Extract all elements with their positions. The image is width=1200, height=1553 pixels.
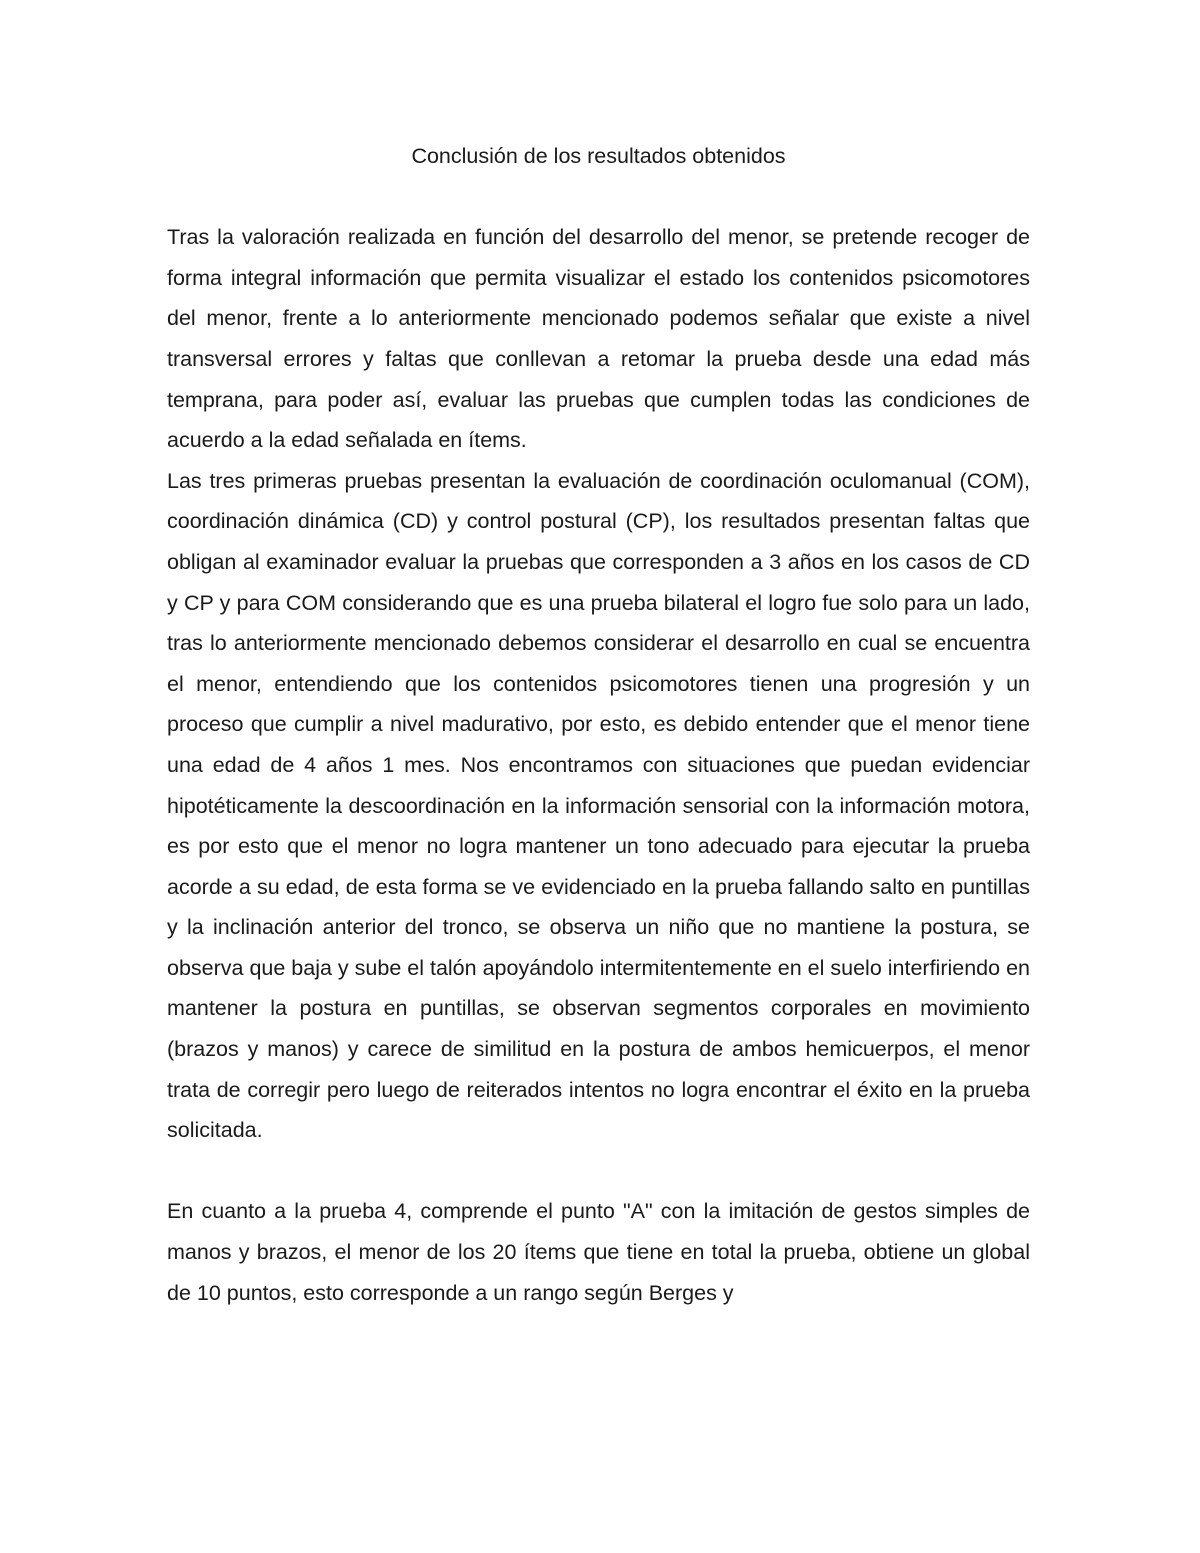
paragraph-prueba-4: En cuanto a la prueba 4, comprende el punto "A" con la imitación de gestos simples de manos y brazos, el menor de los 20 ítems que tiene en total la prueba, obtiene un global de 10 puntos, esto corresponde a un rango según Berges y (167, 1199, 1030, 1305)
document-title: Conclusión de los resultados obtenidos (411, 144, 786, 168)
blank-line (167, 177, 1030, 218)
blank-line (167, 1151, 1030, 1192)
paragraph-tres-primeras-pruebas: Las tres primeras pruebas presentan la evaluación de coordinación oculomanual (COM), coordinación dinámica (CD) y control postural (CP), los resultados presentan faltas que obligan al examinador evaluar la pruebas que corresponden a 3 años en los casos de CD y CP y para COM considerando que es una prueba bilateral el logro fue solo para un lado, tras lo anteriormente mencionado debemos considerar el desarrollo en cual se encuentra el menor, entendiendo que los contenidos psicomotores tienen una progresión y un proceso que cumplir a nivel madurativo, por esto, es debido entender que el menor tiene una edad de 4 años 1 mes. Nos encontramos con situaciones que puedan evidenciar hipotéticamente la descoordinación en la información sensorial con la información motora, es por esto que el menor no logra mantener un tono adecuado para ejecutar la prueba acorde a su edad, de esta forma se ve evidenciado en la prueba fallando salto en puntillas y la inclinación anterior del tronco, se observa un niño que no mantiene la postura, se observa que baja y sube el talón apoyándolo intermitentemente en el suelo interfiriendo en mantener la postura en puntillas, se observan segmentos corporales en movimiento (brazos y manos) y carece de similitud en la postura de ambos hemicuerpos, el menor trata de corregir pero luego de reiterados intentos no logra encontrar el éxito en la prueba solicitada. (167, 468, 1030, 1143)
paragraph-valoracion: Tras la valoración realizada en función del desarrollo del menor, se pretende recoger de forma integral información que permita visualizar el estado los contenidos psicomotores del menor, frente a lo anteriormente mencionado podemos señalar que existe a nivel transversal errores y faltas que conllevan a retomar la prueba desde una edad más temprana, para poder así, evaluar las pruebas que cumplen todas las condiciones de acuerdo a la edad señalada en ítems. (167, 225, 1030, 453)
document-body (167, 136, 1030, 1313)
